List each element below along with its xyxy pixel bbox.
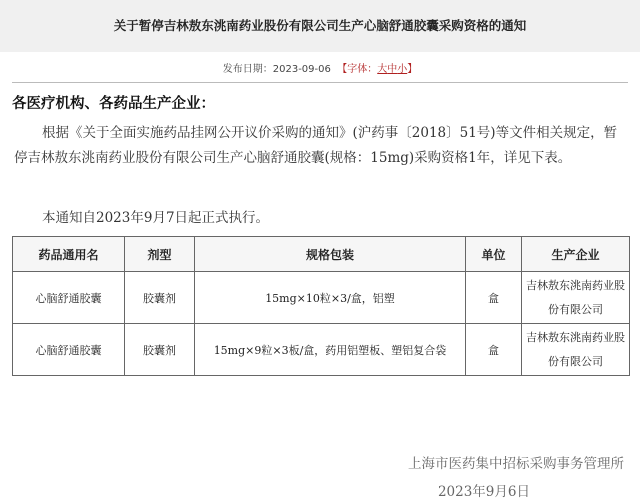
cell-spec-packaging: 15mg×9粒×3板/盒，药用铝塑板、塑铝复合袋 — [195, 324, 466, 376]
paragraph-2: 本通知自2023年9月7日起正式执行。 — [42, 210, 270, 226]
meta-line — [0, 60, 640, 75]
header-drug-name: 药品通用名 — [13, 237, 125, 272]
publish-date-label: 发布日期： — [222, 64, 273, 75]
table-row — [13, 324, 630, 376]
cell-dosage-form: 胶囊剂 — [125, 272, 195, 324]
font-size-open: 【字体： — [337, 64, 378, 75]
font-size-selector — [337, 64, 417, 75]
cell-drug-name: 心脑舒通胶囊 — [13, 324, 125, 376]
cell-unit: 盒 — [466, 272, 522, 324]
footer-org: 上海市医药集中招标采购事务管理所 — [408, 456, 624, 472]
table-row — [13, 272, 630, 324]
notice-title: 关于暂停吉林敖东洮南药业股份有限公司生产心脑舒通胶囊采购资格的通知 — [113, 18, 527, 33]
header-spec-packaging: 规格包装 — [195, 237, 466, 272]
salutation: 各医疗机构、各药品生产企业： — [12, 95, 215, 112]
header-unit: 单位 — [466, 237, 522, 272]
font-size-large-link[interactable]: 大 — [377, 64, 388, 75]
cell-manufacturer: 吉林敖东洮南药业股份有限公司 — [522, 272, 630, 324]
cell-manufacturer: 吉林敖东洮南药业股份有限公司 — [522, 324, 630, 376]
font-size-small-link[interactable]: 小 — [397, 64, 408, 75]
paragraph-1: 根据《关于全面实施药品挂网公开议价采购的通知》(沪药事〔2018〕51号)等文件相关规定，暂停吉林敖东洮南药业股份有限公司生产心脑舒通胶囊(规格：15mg)采购资格1年，详见下表。 — [14, 125, 618, 166]
cell-spec-packaging: 15mg×10粒×3/盒，铝塑 — [195, 272, 466, 324]
publish-date: 2023-09-06 — [272, 64, 331, 75]
font-size-close: 】 — [407, 64, 418, 75]
header-dosage-form: 剂型 — [125, 237, 195, 272]
cell-unit: 盒 — [466, 324, 522, 376]
header-manufacturer: 生产企业 — [522, 237, 630, 272]
drug-table — [12, 236, 630, 376]
footer-date: 2023年9月6日 — [437, 484, 530, 500]
cell-drug-name: 心脑舒通胶囊 — [13, 272, 125, 324]
table-header-row — [13, 237, 630, 272]
font-size-medium-link[interactable]: 中 — [387, 64, 398, 75]
divider — [12, 82, 628, 83]
cell-dosage-form: 胶囊剂 — [125, 324, 195, 376]
